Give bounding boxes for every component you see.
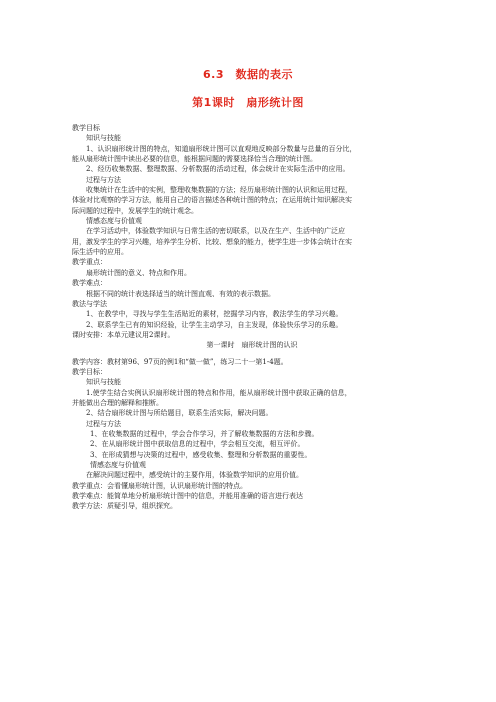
- text-line: 际问题的过程中，发展学生的统计观念。: [72, 206, 198, 215]
- text-line: 收集统计在生活中的实例，整理收集数据的方法；经历扇形统计图的认识和运用过程，: [86, 186, 352, 195]
- text-line: 教学重点：: [72, 258, 107, 267]
- text-line: 课时安排：本单元建议用2课时。: [72, 330, 175, 339]
- text-line: 教学难点：: [72, 279, 107, 288]
- text-line: 情感态度与价值观: [90, 461, 146, 469]
- text-line: 教学重点：会看懂扇形统计图，认识扇形统计图的特点。: [72, 481, 247, 490]
- text-line: 知识与技能: [86, 134, 121, 143]
- text-line: 2、联系学生已有的知识经验，让学生主动学习，自主发现，体验快乐学习的乐趣。: [86, 320, 343, 329]
- text-line: 教学方法：质疑引导，组织探究。: [72, 502, 177, 511]
- lesson-title: 第1课时 扇形统计图: [192, 96, 304, 109]
- text-line: 情感态度与价值观: [86, 217, 142, 226]
- text-line: 过程与方法: [86, 175, 121, 184]
- subsection-heading: 第一课时 扇形统计图的认识: [206, 341, 298, 350]
- section-title: 6.3 数据的表示: [203, 68, 293, 81]
- text-line: 根据不同的统计表选择适当的统计图直观、有效的表示数据。: [86, 289, 275, 298]
- text-line: 教学内容：教材第96、97页的例1和“做一做”，练习二十一第1-4题。: [72, 357, 288, 366]
- text-line: 在解决问题过程中，感受统计的主要作用，体验数学知识的应用价值。: [86, 471, 303, 480]
- text-line: 能从扇形统计图中读出必要的信息，能根据问题的需要选择恰当合理的统计图。: [72, 155, 317, 164]
- text-line: 2、结合扇形统计图与所给题目，联系生活实际，解决问题。: [86, 409, 273, 418]
- text-line: 2、经历收集数据、整理数据、分析数据的活动过程，体会统计在实际生活中的应用。: [86, 165, 350, 174]
- text-line: 在学习活动中，体验数学知识与日常生活的密切联系，以及在生产、生活中的广泛应: [86, 227, 345, 236]
- text-line: 际生活中的应用。: [72, 248, 128, 257]
- text-line: 教学目标: [72, 124, 100, 132]
- text-line: 知识与技能: [86, 378, 121, 387]
- text-line: 教学目标：: [72, 367, 107, 376]
- text-line: 1.使学生结合实例认识扇形统计图的特点和作用，能从扇形统计图中获取正确的信息，: [86, 388, 352, 397]
- text-line: 1、认识扇形统计图的特点，知道扇形统计图可以直观地反映部分数量与总量的百分比，: [86, 144, 357, 153]
- text-line: 扇形统计图的意义、特点和作用。: [86, 268, 191, 277]
- text-line: 并能做出合理的解释和推断。: [72, 398, 163, 407]
- text-line: 用，激发学生的学习兴趣，培养学生分析、比较、想象的能力，使学生进一步体会统计在实: [72, 237, 352, 246]
- text-line: 教学难点：能简单地分析扇形统计图中的信息，并能用准确的语言进行表达: [72, 492, 303, 501]
- text-line: 过程与方法: [86, 419, 121, 428]
- text-line: 体验对比观察的学习方法，能用自己的语言描述各种统计图的特点；在运用统计知识解决实: [72, 196, 352, 205]
- document-body: [72, 123, 432, 512]
- text-line: 1、在教学中，寻找与学生生活贴近的素材，挖掘学习内容，教法学生的学习兴趣。: [86, 310, 343, 319]
- text-line: 教法与学法: [72, 299, 107, 308]
- text-line: 1、在收集数据的过程中，学会合作学习，并了解收集数据的方法和步骤。: [90, 429, 319, 438]
- text-line: 2、在从扇形统计图中获取信息的过程中，学会相互交流，相互评价。: [90, 440, 305, 449]
- text-line: 3、在形成猜想与决策的过程中，感受收集、整理和分析数据的重要性。: [90, 450, 312, 459]
